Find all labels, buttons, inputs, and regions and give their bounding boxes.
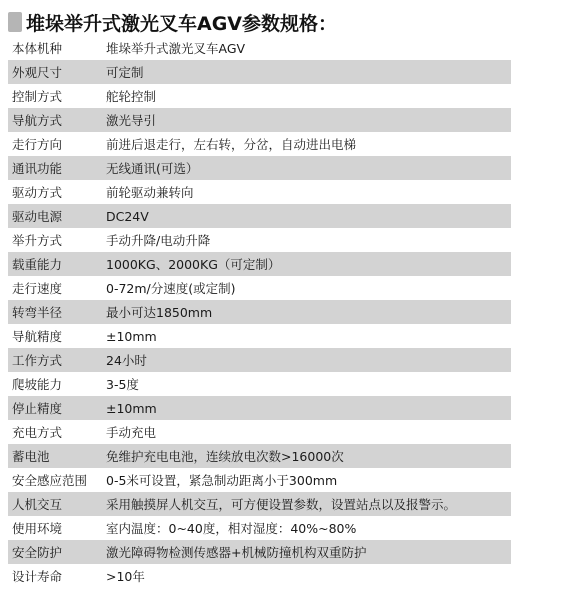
spec-row <box>8 468 511 492</box>
spec-key: 充电方式 <box>12 425 63 440</box>
spec-row <box>8 36 511 60</box>
spec-value: 0-5米可设置，紧急制动距离小于300mm <box>106 473 338 488</box>
spec-key: 使用环境 <box>12 521 63 536</box>
spec-key: 工作方式 <box>12 353 63 368</box>
spec-value: 激光障碍物检测传感器+机械防撞机构双重防护 <box>106 545 367 560</box>
spec-row <box>8 348 511 372</box>
spec-value: 1000KG、2000KG（可定制） <box>106 257 281 272</box>
spec-row <box>8 396 511 420</box>
spec-row <box>8 204 511 228</box>
spec-row <box>8 300 511 324</box>
spec-key: 转弯半径 <box>12 305 63 320</box>
spec-value: 最小可达1850mm <box>106 305 213 320</box>
spec-row <box>8 324 511 348</box>
spec-row <box>8 516 511 540</box>
spec-table <box>8 36 511 588</box>
spec-value: ±10mm <box>106 328 157 344</box>
spec-value: 前轮驱动兼转向 <box>106 185 194 200</box>
spec-value: DC24V <box>106 208 149 224</box>
spec-row <box>8 180 511 204</box>
spec-key: 蓄电池 <box>12 449 50 464</box>
spec-key: 控制方式 <box>12 89 63 104</box>
spec-key: 走行方向 <box>12 137 63 152</box>
spec-row <box>8 540 511 564</box>
spec-key: 举升方式 <box>12 233 63 248</box>
spec-key: 驱动方式 <box>12 185 63 200</box>
spec-key: 驱动电源 <box>12 209 63 224</box>
spec-value: 0-72m/分速度(或定制) <box>106 281 236 296</box>
spec-key: 设计寿命 <box>12 569 63 584</box>
spec-key: 通讯功能 <box>12 161 63 176</box>
spec-row <box>8 420 511 444</box>
page-title: 堆垛举升式激光叉车AGV参数规格： <box>26 12 338 35</box>
spec-key: 外观尺寸 <box>12 65 63 80</box>
spec-value: ±10mm <box>106 400 157 416</box>
spec-value: >10年 <box>106 569 145 584</box>
spec-value: 免维护充电电池，连续放电次数>16000次 <box>106 449 344 464</box>
spec-value: 可定制 <box>106 65 144 80</box>
spec-row <box>8 228 511 252</box>
spec-key: 导航精度 <box>12 329 63 344</box>
spec-value: 24小时 <box>106 353 147 368</box>
spec-value: 激光导引 <box>106 113 157 128</box>
spec-value: 无线通讯(可选） <box>106 161 199 176</box>
spec-key: 导航方式 <box>12 113 63 128</box>
spec-key: 安全防护 <box>12 545 63 560</box>
spec-value: 手动充电 <box>106 425 157 440</box>
title-row <box>8 8 337 36</box>
spec-value: 室内温度：0~40度，相对湿度：40%~80% <box>106 521 357 536</box>
spec-key: 爬坡能力 <box>12 377 63 392</box>
spec-value: 前进后退走行，左右转，分岔，自动进出电梯 <box>106 137 357 152</box>
spec-value: 堆垛举升式激光叉车AGV <box>106 41 246 56</box>
spec-key: 人机交互 <box>12 497 63 512</box>
spec-row <box>8 84 511 108</box>
spec-value: 舵轮控制 <box>106 89 157 104</box>
spec-row <box>8 156 511 180</box>
spec-row <box>8 108 511 132</box>
spec-key: 本体机种 <box>12 41 63 56</box>
spec-value: 采用触摸屏人机交互，可方便设置参数，设置站点以及报警示。 <box>106 497 457 512</box>
spec-key: 停止精度 <box>12 401 63 416</box>
spec-value: 手动升降/电动升降 <box>106 233 211 248</box>
spec-row <box>8 444 511 468</box>
spec-row <box>8 252 511 276</box>
spec-row <box>8 60 511 84</box>
spec-row <box>8 132 511 156</box>
spec-key: 走行速度 <box>12 281 63 296</box>
spec-row <box>8 276 511 300</box>
spec-value: 3-5度 <box>106 377 139 392</box>
redacted-mark <box>8 12 22 32</box>
spec-row <box>8 564 511 588</box>
spec-row <box>8 492 511 516</box>
spec-key: 安全感应范围 <box>12 473 88 488</box>
spec-key: 载重能力 <box>12 257 63 272</box>
spec-row <box>8 372 511 396</box>
